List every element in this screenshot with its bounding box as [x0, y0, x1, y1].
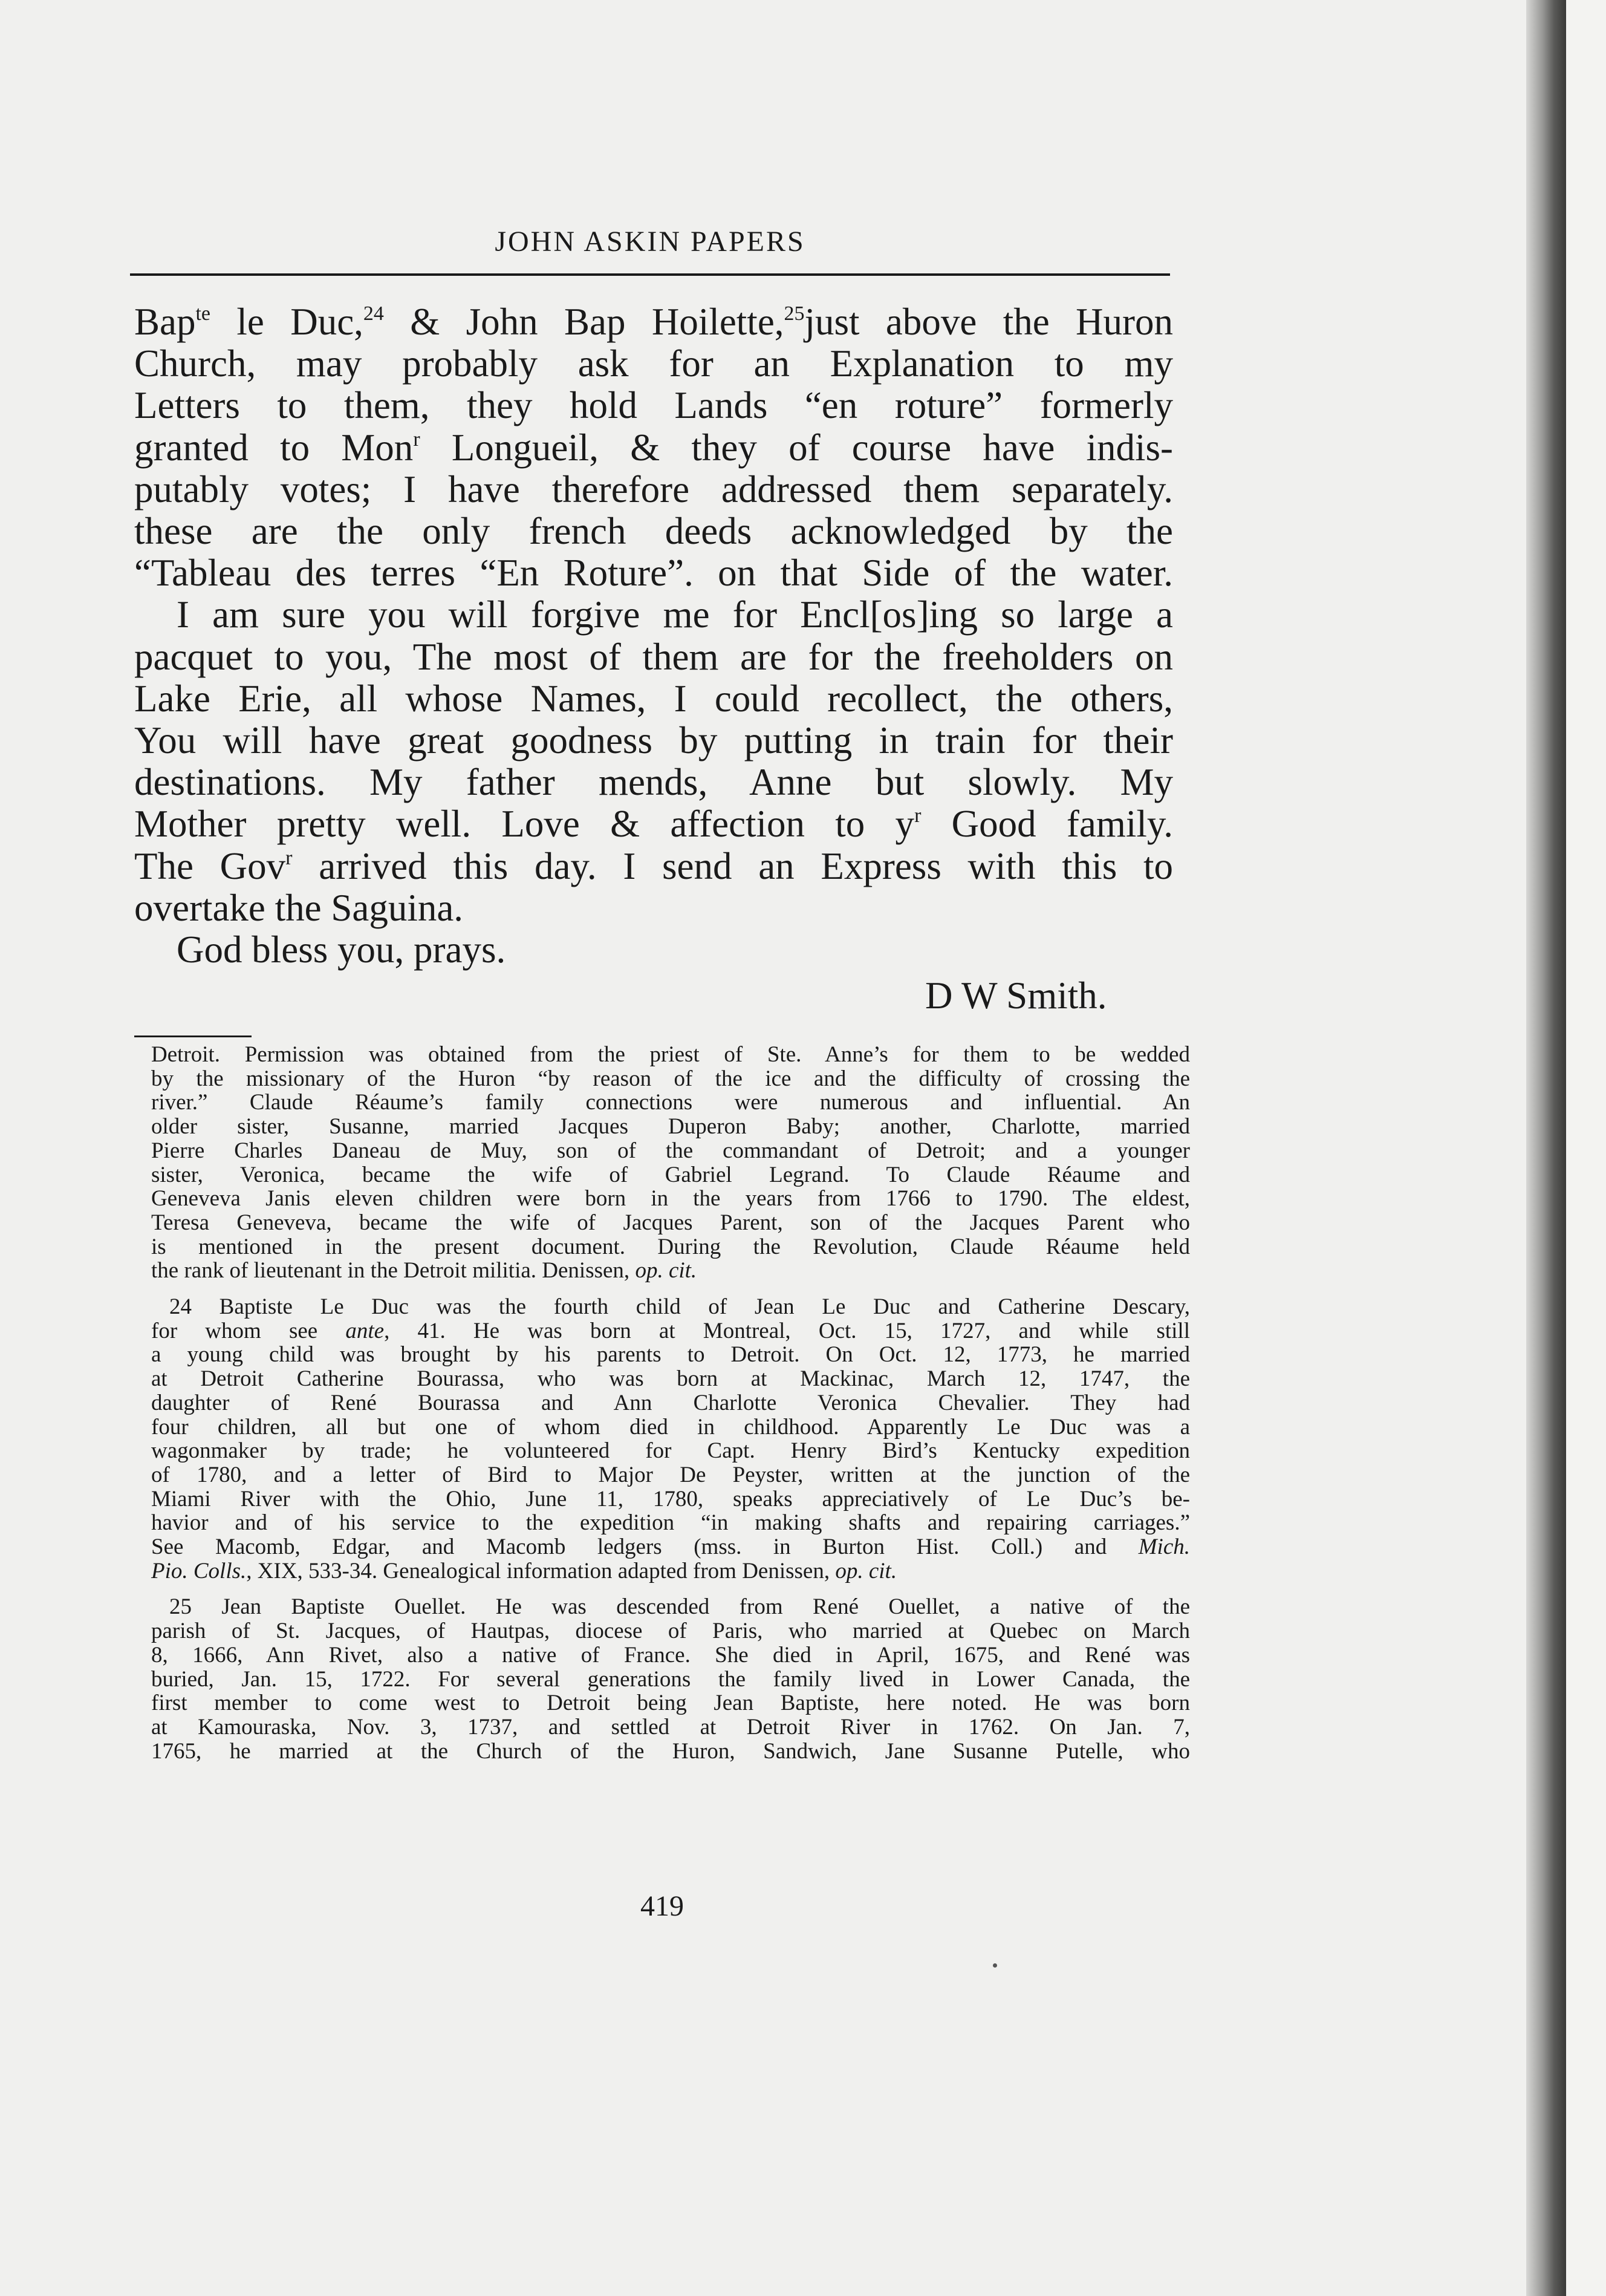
- text-run: arrived this day. I send an Express with this to: [292, 844, 1173, 887]
- text-run: havior and of his service to the expedition “in making shafts and repairing carriages.”: [151, 1510, 1190, 1536]
- footnote-line: [151, 1740, 1190, 1764]
- footnote-line: [151, 1091, 1190, 1115]
- footnote-line: [151, 1463, 1190, 1487]
- text-run: destinations. My father mends, Anne but slowly. My: [134, 761, 1173, 804]
- page-number: 419: [640, 1890, 684, 1922]
- text-run: a young child was brought by his parents to Detroit. On Oct. 12, 1773, he married: [151, 1342, 1190, 1368]
- text-run: daughter of René Bourassa and Ann Charlotte Veronica Chevalier. They had: [151, 1390, 1190, 1415]
- text-run: at Kamouraska, Nov. 3, 1737, and settled at Detroit River in 1762. On Jan. 7,: [151, 1714, 1190, 1740]
- footnote-line: [151, 1487, 1190, 1512]
- letter-line: [134, 720, 1173, 762]
- superscript: te: [195, 302, 211, 325]
- text-run: Mother pretty well. Love & affection to y: [134, 803, 915, 846]
- text-run: le Duc,: [210, 301, 363, 343]
- footnote-line: [151, 1235, 1190, 1259]
- footnote-line: [151, 1343, 1190, 1367]
- text-run: 25 Jean Baptiste Ouellet. He was descended from René Ouellet, a native of the: [169, 1594, 1190, 1620]
- text-run: putably votes; I have therefore addressed them separately.: [134, 468, 1173, 510]
- footnote-gap: [151, 1583, 1190, 1595]
- footnote-line: [151, 1559, 1190, 1583]
- italic-text: Pio. Colls.: [151, 1558, 247, 1583]
- footnote-line: [151, 1511, 1190, 1535]
- footnote-line: [151, 1367, 1190, 1391]
- italic-text: op. cit.: [635, 1258, 697, 1283]
- header-rule: [130, 273, 1170, 276]
- footnote-line: [151, 1259, 1190, 1283]
- text-run: I am sure you will forgive me for Encl[os]ing so large a: [177, 593, 1173, 636]
- text-run: buried, Jan. 15, 1722. For several generations the family lived in Lower Canada, the: [151, 1666, 1190, 1692]
- footnote-line: [151, 1595, 1190, 1619]
- text-run: Detroit. Permission was obtained from the priest of Ste. Anne’s for them to be wedded: [151, 1042, 1190, 1067]
- footnote-line: [151, 1043, 1190, 1067]
- text-run: for whom see: [151, 1318, 346, 1343]
- text-run: parish of St. Jacques, of Hautpas, diocese of Paris, who married at Quebec on March: [151, 1619, 1190, 1644]
- letter-line: [134, 385, 1173, 426]
- text-run: , XIX, 533-34. Genealogical information adapted from Denissen,: [246, 1558, 836, 1583]
- text-run: 8, 1666, Ann Rivet, also a native of France. She died in April, 1675, and René was: [151, 1642, 1190, 1668]
- letter-line: [134, 469, 1173, 510]
- text-run: Pierre Charles Daneau de Muy, son of the commandant of Detroit; and a younger: [151, 1138, 1190, 1163]
- text-run: wagonmaker by trade; he volunteered for Capt. Henry Bird’s Kentucky expedition: [151, 1438, 1190, 1464]
- footnote-line: [151, 1211, 1190, 1235]
- text-run: granted to Mon: [134, 426, 414, 469]
- text-run: God bless you, prays.: [177, 928, 506, 971]
- signature: D W Smith.: [925, 974, 1107, 1017]
- letter-line: [134, 427, 1173, 469]
- text-run: overtake the Saguina.: [134, 886, 464, 929]
- text-run: Bap: [134, 301, 196, 343]
- footnote-gap: [151, 1283, 1190, 1295]
- footnote-line: [151, 1668, 1190, 1692]
- footnote-line: [151, 1643, 1190, 1668]
- text-run: Miami River with the Ohio, June 11, 1780, speaks appreciatively of Le Duc’s be-: [151, 1486, 1190, 1512]
- text-run: See Macomb, Edgar, and Macomb ledgers (mss. in Burton Hist. Coll.) and: [151, 1534, 1139, 1560]
- text-run: Lake Erie, all whose Names, I could recollect, the others,: [134, 677, 1173, 720]
- italic-text: Mich.: [1138, 1534, 1190, 1560]
- letter-line: [134, 678, 1173, 720]
- footnote-line: [151, 1391, 1190, 1415]
- text-run: Letters to them, they hold Lands “en roture” formerly: [134, 384, 1173, 427]
- text-run: You will have great goodness by putting in train for their: [134, 719, 1173, 762]
- text-run: Geneveva Janis eleven children were born in the years from 1766 to 1790. The eldest,: [151, 1186, 1190, 1212]
- letter-line: [134, 301, 1173, 343]
- text-run: river.” Claude Réaume’s family connections were numerous and influential. An: [151, 1090, 1190, 1115]
- letter-text: [134, 301, 1173, 971]
- footnote-line: [151, 1067, 1190, 1091]
- text-run: Teresa Geneveva, became the wife of Jacques Parent, son of the Jacques Parent who: [151, 1210, 1190, 1235]
- letter-line: [134, 343, 1173, 385]
- footnote-line: [151, 1439, 1190, 1463]
- text-run: Good family.: [921, 803, 1174, 846]
- letter-line: [134, 552, 1173, 594]
- letter-line: [134, 887, 1173, 929]
- italic-text: ante: [345, 1318, 385, 1343]
- text-run: these are the only french deeds acknowledged by the: [134, 510, 1173, 553]
- text-run: older sister, Susanne, married Jacques Duperon Baby; another, Charlotte, married: [151, 1114, 1190, 1140]
- footnote-line: [151, 1139, 1190, 1163]
- footnote-rule: [134, 1035, 252, 1037]
- footnote-line: [151, 1163, 1190, 1187]
- superscript: 24: [363, 302, 384, 325]
- text-run: at Detroit Catherine Bourassa, who was born at Mackinac, March 12, 1747, the: [151, 1366, 1190, 1392]
- footnote-line: [151, 1295, 1190, 1319]
- text-run: is mentioned in the present document. During the Revolution, Claude Réaume held: [151, 1234, 1190, 1259]
- text-run: “Tableau des terres “En Roture”. on that Side of the water.: [134, 552, 1173, 595]
- text-run: Longueil, & they of course have indis-: [420, 426, 1173, 469]
- superscript: r: [413, 428, 420, 451]
- letter-line: [134, 803, 1173, 845]
- letter-line: [134, 594, 1173, 636]
- footnote-line: [151, 1691, 1190, 1715]
- footnote-line: [151, 1115, 1190, 1139]
- footnote-line: [151, 1319, 1190, 1343]
- letter-line: [134, 846, 1173, 887]
- footnote-line: [151, 1187, 1190, 1211]
- text-run: , 41. He was born at Montreal, Oct. 15, 1727, and while still: [384, 1318, 1190, 1343]
- text-run: The Gov: [134, 844, 286, 887]
- text-run: pacquet to you, The most of them are for the freeholders on: [134, 635, 1173, 678]
- superscript: r: [285, 846, 293, 869]
- text-run: 1765, he married at the Church of the Huron, Sandwich, Jane Susanne Putelle, who: [151, 1738, 1190, 1764]
- text-run: of 1780, and a letter of Bird to Major De Peyster, written at the junction of the: [151, 1462, 1190, 1487]
- text-run: 24 Baptiste Le Duc was the fourth child of Jean Le Duc and Catherine Descary,: [169, 1294, 1190, 1320]
- page-edge-shadow: [1526, 0, 1566, 2296]
- letter-line: [134, 636, 1173, 678]
- footnote-line: [151, 1619, 1190, 1643]
- text-run: the rank of lieutenant in the Detroit militia. Denissen,: [151, 1258, 636, 1283]
- text-run: just above the Huron: [804, 301, 1173, 343]
- footnote-line: [151, 1535, 1190, 1559]
- text-run: first member to come west to Detroit being Jean Baptiste, here noted. He was born: [151, 1691, 1190, 1716]
- footnote-line: [151, 1415, 1190, 1440]
- letter-line: [134, 762, 1173, 803]
- italic-text: op. cit.: [835, 1558, 897, 1583]
- text-run: by the missionary of the Huron “by reason of the ice and the difficulty of crossing the: [151, 1066, 1190, 1091]
- text-run: sister, Veronica, became the wife of Gabriel Legrand. To Claude Réaume and: [151, 1162, 1190, 1187]
- scan-speck: [993, 1963, 997, 1968]
- letter-line: [134, 510, 1173, 552]
- text-run: four children, all but one of whom died in childhood. Apparently Le Duc was a: [151, 1414, 1190, 1440]
- running-head: JOHN ASKIN PAPERS: [495, 226, 805, 258]
- footnotes: [151, 1043, 1190, 1763]
- superscript: r: [914, 804, 922, 827]
- text-run: & John Bap Hoilette,: [383, 301, 784, 343]
- footnote-line: [151, 1715, 1190, 1740]
- text-run: Church, may probably ask for an Explanation to my: [134, 342, 1173, 385]
- superscript: 25: [784, 302, 805, 325]
- letter-line: [134, 929, 1173, 971]
